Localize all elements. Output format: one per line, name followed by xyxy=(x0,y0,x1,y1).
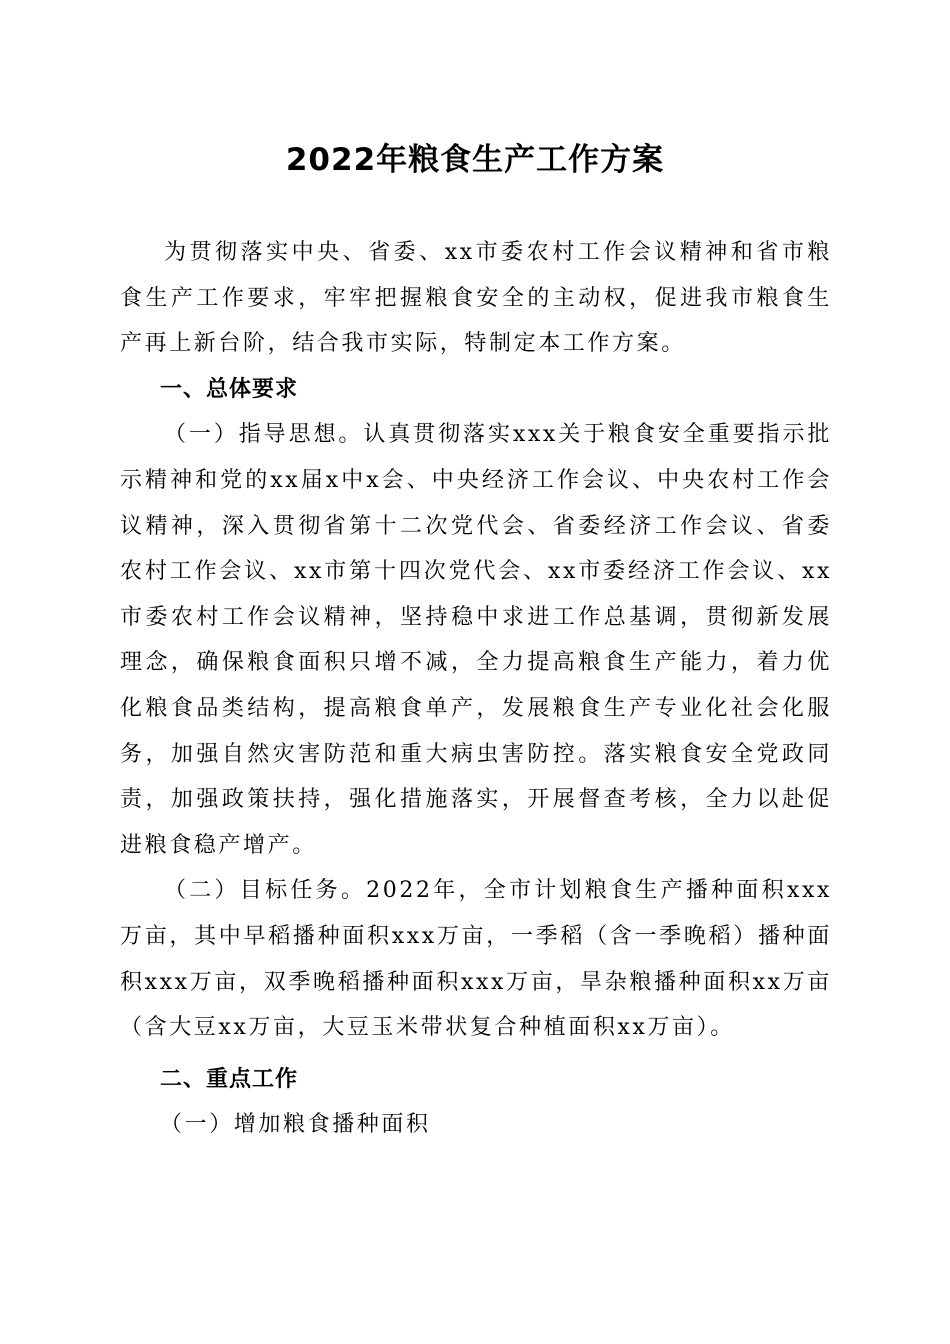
document-title: 2022年粮食生产工作方案 xyxy=(285,142,665,178)
section-heading-overall-requirements: 一、总体要求 xyxy=(160,376,299,402)
target-tasks-paragraph: （二）目标任务。2022年，全市计划粮食生产播种面积xxx万亩，其中早稻播种面积xxx万亩，一季稻（含一季晚稻）播种面积xxx万亩，双季晚稻播种面积xxx万亩，旱杂粮播种面积xx万亩（含大豆xx万亩，大豆玉米带状复合种植面积xx万亩）。 xyxy=(120,878,832,1041)
section-heading-key-work: 二、重点工作 xyxy=(160,1066,299,1092)
document-body xyxy=(120,230,832,1148)
guiding-thought-paragraph: （一）指导思想。认真贯彻落实xxx关于粮食安全重要指示批示精神和党的xx届x中x会、中央经济工作会议、中央农村工作会议精神，深入贯彻省第十二次党代会、省委经济工作会议、省委农村工作会议、xx市第十四次党代会、xx市委经济工作会议、xx市委农村工作会议精神，坚持稳中求进工作总基调，贯彻新发展理念，确保粮食面积只增不减，全力提高粮食生产能力，着力优化粮食品类结构，提高粮食单产，发展粮食生产专业化社会化服务，加强自然灾害防范和重大病虫害防控。落实粮食安全党政同责，加强政策扶持，强化措施落实，开展督查考核，全力以赴促进粮食稳产增产。 xyxy=(120,422,832,858)
subsection-heading-increase-area: （一）增加粮食播种面积 xyxy=(160,1112,431,1138)
intro-paragraph: 为贯彻落实中央、省委、xx市委农村工作会议精神和省市粮食生产工作要求，牢牢把握粮食安全的主动权，促进我市粮食生产再上新台阶，结合我市实际，特制定本工作方案。 xyxy=(120,240,832,357)
